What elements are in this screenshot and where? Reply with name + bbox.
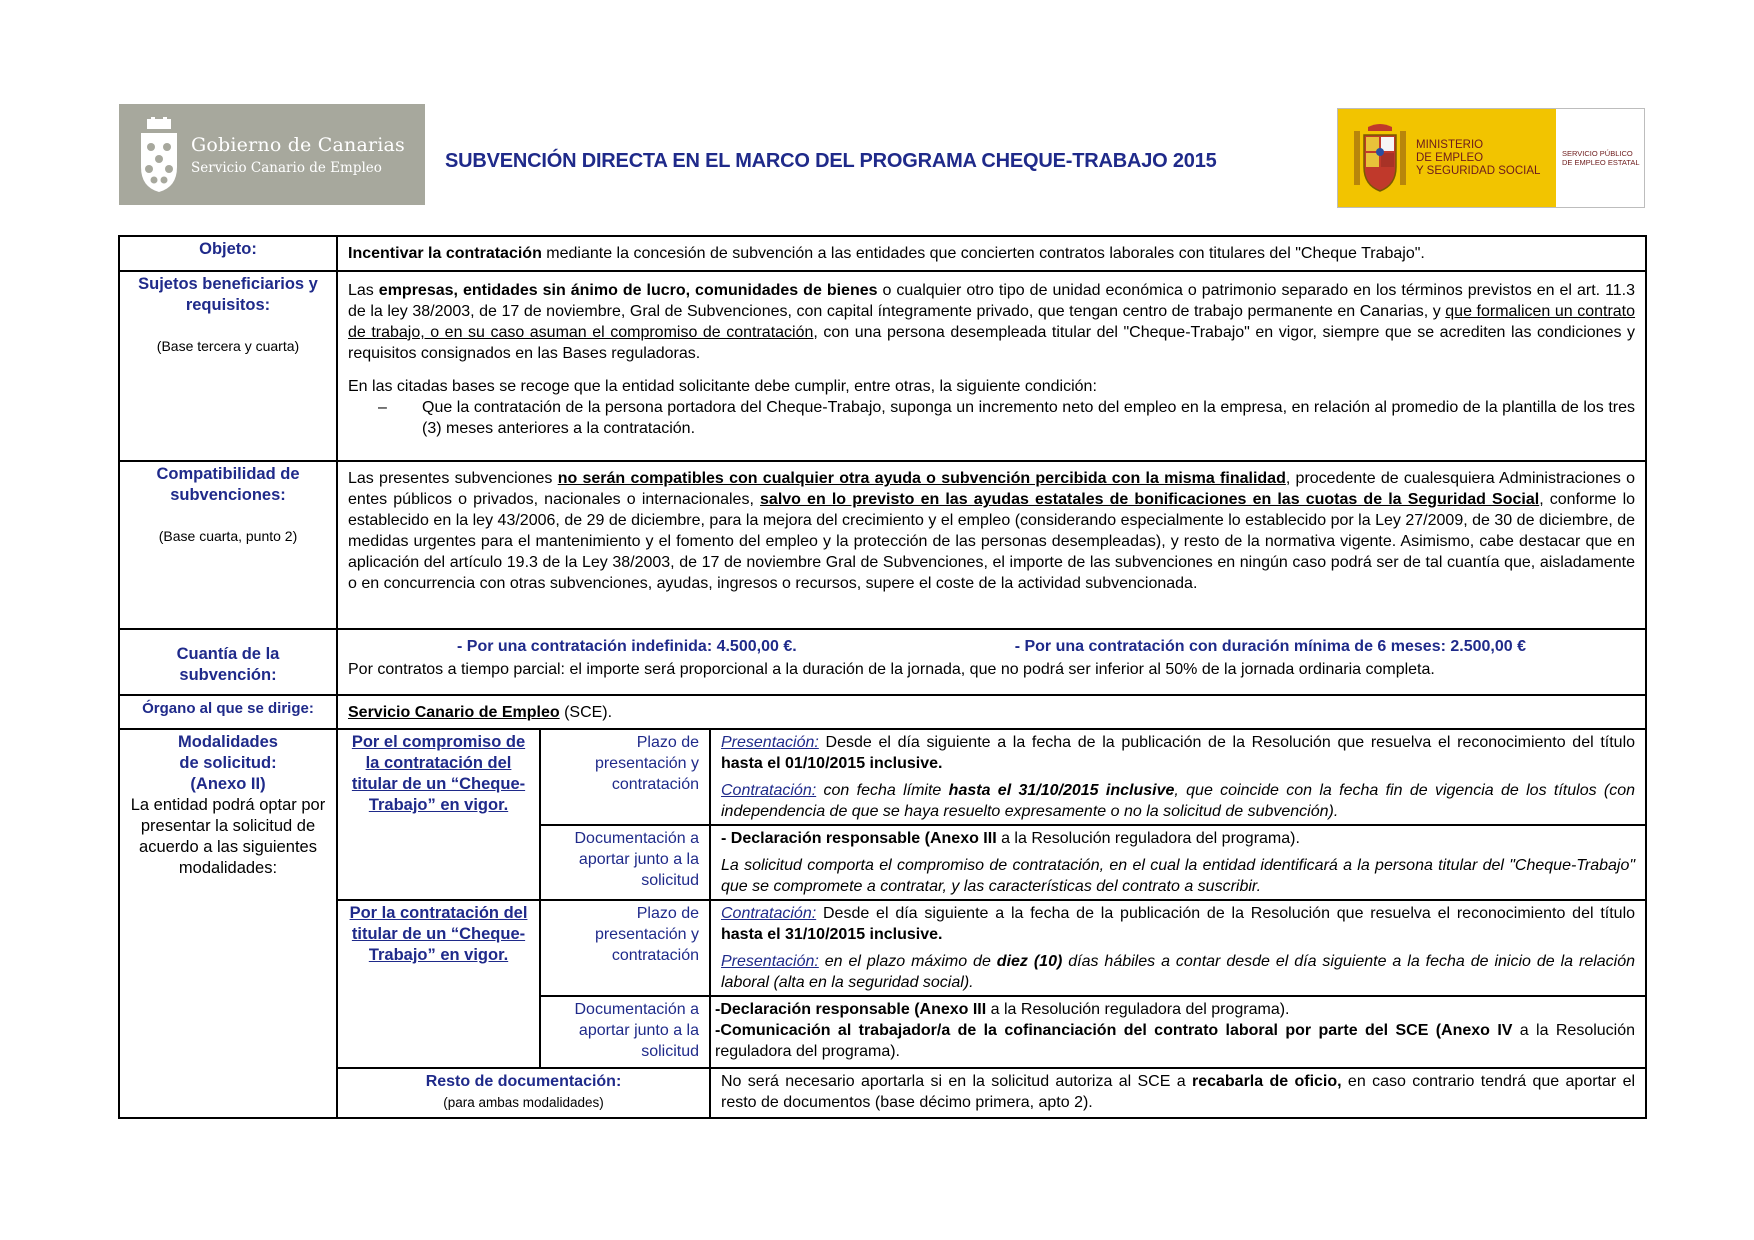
modalidades-desc: La entidad podrá optar por presentar la solicitud de acuerdo a las siguientes modalidades:: [130, 796, 326, 877]
sujetos-condition-text: Que la contratación de la persona portadora del Cheque-Trabajo, suponga un incremento neto del empleo en la empresa, en relación al promedio de la plantilla de los tres (3) meses anteriores a la contratación.: [422, 399, 1636, 437]
modalidades-label-2: de solicitud:: [179, 754, 277, 772]
modalidades-label-3: (Anexo II): [190, 775, 266, 793]
m1-presentacion-text: Desde el día siguiente a la fecha de la publicación de la Resolución que resuelva el reconocimiento del título: [818, 734, 1636, 751]
cuantia-temporal: - Por una contratación con duración mínima de 6 meses: 2.500,00 €: [1014, 638, 1526, 655]
row-compatibilidad: [119, 461, 1646, 629]
m1-title: Por el compromiso de la contratación del titular de un “Cheque-Trabajo” en vigor.: [337, 729, 540, 900]
objeto-label: Objeto:: [119, 236, 337, 271]
sujetos-condition-intro: En las citadas bases se recoge que la entidad solicitante debe cumplir, entre otras, la siguiente condición:: [348, 378, 1097, 395]
m2-presentacion-text: en el plazo máximo de: [818, 953, 997, 970]
sujetos-bold-entities: empresas, entidades sin ánimo de lucro, comunidades de bienes: [378, 282, 878, 299]
compat-text-e: , conforme lo establecido en la ley 43/2006, de 29 de diciembre, para la mejora del crecimiento y el empleo (considerando especialmente lo establecido por la Ley 27/2009, de 30 de diciembre, de medidas urgentes para el mantenimiento y el fomento del empleo y la protección de las personas desempleadas), y resto de la normativa vigente. Asimismo, cabe destacar que en aplicación del artículo 19.3 de la Ley 38/2003, de 17 de noviembre Gral de Subvenciones, el importe de las subvenciones en ningún caso podrá ser de tal cuantía que, aisladamente o en concurrencia con otras subvenciones, ayudas, ingresos o recursos, supere el coste de la actividad subvencionada.: [348, 491, 1636, 592]
ministerio-logo: [1337, 108, 1645, 208]
compat-text-c: , procedente de cualesquiera Administraciones o entes públicos o privados, nacionales o internacionales,: [348, 470, 1636, 508]
m2-presentacion-label: Presentación:: [721, 953, 819, 970]
info-table: [118, 235, 1647, 1119]
sujetos-text-c: o cualquier otro tipo de unidad económica o patrimonio separado en los términos previstos en el art. 11.3 de la ley 38/2003, de 17 de noviembre, Gral de Subvenciones, con capital íntegramente privado, que tengan centro de trabajo permanente en Canarias, y: [348, 282, 1636, 320]
modalidades-label-cell: [119, 729, 337, 1118]
m2-doc-label: Documentación a aportar junto a la solicitud: [540, 996, 710, 1068]
compat-not-compatible: no serán compatibles con cualquier otra ayuda o subvención percibida con la misma finalidad: [557, 470, 1286, 487]
cuantia-content: [337, 629, 1646, 695]
m2-contratacion-deadline: hasta el 31/10/2015 inclusive.: [721, 926, 943, 943]
sujetos-label: Sujetos beneficiarios y requisitos:: [138, 275, 318, 314]
m2-presentacion-days: diez (10): [996, 953, 1063, 970]
row-objeto: [119, 236, 1646, 271]
objeto-text: mediante la concesión de subvención a las entidades que concierten contratos laborales con titulares del "Cheque Trabajo".: [541, 245, 1425, 262]
row-m2-plazo: [119, 900, 1646, 996]
row-sujetos: [119, 271, 1646, 461]
row-resto: [119, 1068, 1646, 1118]
canarias-crest-icon: [137, 117, 181, 193]
m1-contratacion-label: Contratación:: [721, 782, 817, 799]
m1-doc-label: Documentación a aportar junto a la solicitud: [540, 825, 710, 900]
ministry-line-1: MINISTERIO: [1416, 138, 1484, 151]
m1-presentacion-deadline: hasta el 01/10/2015 inclusive.: [721, 755, 943, 772]
m2-presentacion-text-c: días hábiles a contar desde el día siguiente a la fecha de inicio de la relación laboral (alta en la seguridad social).: [721, 953, 1636, 991]
organo-content: [337, 695, 1646, 729]
m1-plazo-label: Plazo de presentación y contratación: [540, 729, 710, 825]
resto-text-c: en caso contrario tendrá que aportar el resto de documentos (base décimo primera, apto 2).: [721, 1073, 1636, 1111]
gc-service: Servicio Canario de Empleo: [191, 159, 382, 176]
m2-title: Por la contratación del titular de un “Cheque-Trabajo” en vigor.: [337, 900, 540, 1068]
gobierno-canarias-logo: [119, 104, 425, 205]
compat-exception: salvo en lo previsto en las ayudas estatales de bonificaciones en las cuotas de la Seguridad Social: [760, 491, 1540, 508]
compat-label-cell: [119, 461, 337, 629]
m2-plazo-label: Plazo de presentación y contratación: [540, 900, 710, 996]
m1-declaracion-text: a la Resolución reguladora del programa).: [996, 830, 1300, 847]
compat-label: Compatibilidad de subvenciones:: [156, 465, 300, 504]
organo-name: Servicio Canario de Empleo: [348, 703, 560, 721]
sujetos-text-a: Las: [348, 282, 379, 299]
resto-sub: (para ambas modalidades): [443, 1095, 604, 1110]
m1-declaracion: - Declaración responsable (Anexo III: [721, 830, 997, 847]
sujetos-base: (Base tercera y cuarta): [156, 338, 300, 354]
dash-bullet: –: [378, 399, 387, 416]
ministry-line-2: DE EMPLEO: [1416, 151, 1484, 164]
gc-name: Gobierno de Canarias: [191, 133, 406, 156]
m2-comunicacion-text: a la Resolución reguladora del programa).: [715, 1022, 1636, 1060]
compat-base: (Base cuarta, punto 2): [158, 528, 298, 544]
sepe-line-2: DE EMPLEO ESTATAL: [1562, 158, 1640, 167]
m2-declaracion: -Declaración responsable (Anexo III: [715, 1001, 987, 1018]
sujetos-label-cell: [119, 271, 337, 461]
modalidades-label-1: Modalidades: [178, 733, 278, 751]
sujetos-underlined: que formalicen un contrato de trabajo, o en su caso asuman el compromiso de contratación: [348, 303, 1636, 341]
m2-contratacion-label: Contratación:: [721, 905, 817, 922]
sujetos-text-e: , con una persona desempleada titular del "Cheque-Trabajo" en vigor, siempre que se acrediten las condiciones y requisitos consignados en las Bases reguladoras.: [348, 324, 1636, 362]
resto-text-a: No será necesario aportarla si en la solicitud autoriza al SCE a: [721, 1073, 1192, 1090]
resto-label-cell: [337, 1068, 710, 1118]
resto-bold: recabarla de oficio,: [1191, 1073, 1342, 1090]
organo-abbr: (SCE).: [559, 703, 613, 721]
m1-contratacion-text: con fecha límite: [816, 782, 949, 799]
m1-plazo-content: [710, 729, 1646, 825]
m2-declaracion-text: a la Resolución reguladora del programa).: [986, 1001, 1290, 1018]
m1-contratacion-text-c: , que coincide con la fecha fin de vigencia de los títulos (con independencia de que se haya resuelto expresamente o no la solicitud de subvención).: [721, 782, 1636, 820]
resto-content: [710, 1068, 1646, 1118]
m1-contratacion-deadline: hasta el 31/10/2015 inclusive: [948, 782, 1175, 799]
m1-doc-content: [710, 825, 1646, 900]
m2-doc-content: [710, 996, 1646, 1068]
compat-content: [337, 461, 1646, 629]
spain-coat-of-arms-icon: [1352, 121, 1408, 195]
cuantia-parcial: Por contratos a tiempo parcial: el importe será proporcional a la duración de la jornada, que no podrá ser inferior al 50% de la jornada ordinaria completa.: [348, 661, 1435, 678]
organo-label: Órgano al que se dirige:: [119, 695, 337, 729]
m2-contratacion-text: Desde el día siguiente a la fecha de la publicación de la Resolución que resuelva el reconocimiento del título: [816, 905, 1636, 922]
page-title: SUBVENCIÓN DIRECTA EN EL MARCO DEL PROGRAMA CHEQUE-TRABAJO 2015: [445, 150, 1217, 172]
resto-label: Resto de documentación:: [425, 1073, 622, 1090]
compat-text-a: Las presentes subvenciones: [348, 470, 558, 487]
sepe-line-1: SERVICIO PÚBLICO: [1562, 149, 1633, 158]
row-cuantia: [119, 629, 1646, 695]
sujetos-content: [337, 271, 1646, 461]
m1-compromiso-text: La solicitud comporta el compromiso de contratación, en el cual la entidad identificará a la persona titular del "Cheque-Trabajo" que se compromete a contratar, y las características del contrato a suscribir.: [721, 857, 1636, 895]
m1-presentacion-label: Presentación:: [721, 734, 819, 751]
objeto-content: [337, 236, 1646, 271]
objeto-bold: Incentivar la contratación: [348, 245, 542, 262]
row-m1-plazo: [119, 729, 1646, 825]
cuantia-indefinida: - Por una contratación indefinida: 4.500,00 €.: [457, 638, 797, 655]
m2-comunicacion: -Comunicación al trabajador/a de la cofinanciación del contrato laboral por parte del SCE (Anexo IV: [715, 1022, 1513, 1039]
cuantia-label: Cuantía de la subvención:: [119, 629, 337, 695]
m2-plazo-content: [710, 900, 1646, 996]
sujetos-condition-item: [378, 397, 1635, 439]
ministry-line-3: Y SEGURIDAD SOCIAL: [1416, 164, 1541, 177]
row-organo: [119, 695, 1646, 729]
